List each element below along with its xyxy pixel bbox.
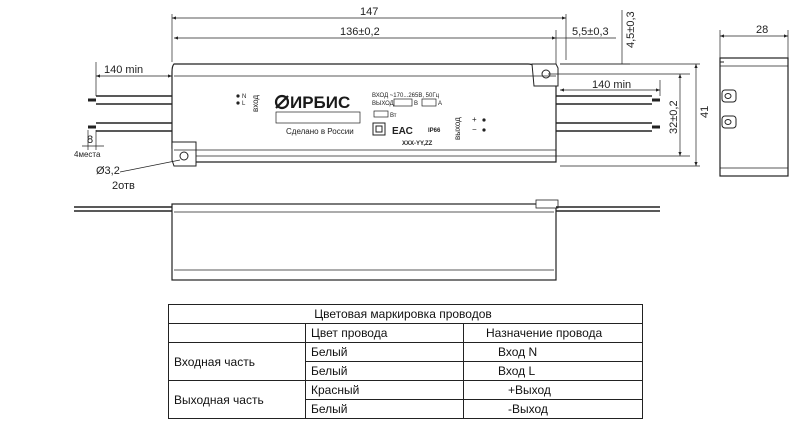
table-row [169, 343, 643, 362]
svg-text:N: N [242, 94, 247, 100]
wire-purpose-cell: Вход N [464, 343, 643, 362]
svg-text:А: А [438, 101, 443, 107]
dim-height: 28 [756, 24, 769, 36]
side-view [74, 200, 660, 280]
wire-color-cell: Красный [306, 381, 464, 400]
brand-name: ИРБИС [290, 93, 351, 112]
end-view [720, 24, 788, 176]
housing-outline [172, 64, 556, 162]
wire-purpose-cell: -Выход [464, 400, 643, 419]
input-wires [88, 96, 172, 131]
dim-tab-thickness: 4,5±0,3 [625, 11, 637, 48]
output-wires [556, 96, 660, 131]
table-header-cell: Цвет провода [306, 324, 464, 343]
wire-color-cell: Белый [306, 343, 464, 362]
made-in-russia: Сделано в России [286, 127, 354, 136]
svg-text:L: L [242, 101, 246, 107]
table-header-cell: Назначение провода [464, 324, 643, 343]
svg-text:−: − [472, 125, 477, 134]
svg-text:ХХХ-YY,ZZ: ХХХ-YY,ZZ [402, 141, 433, 147]
svg-text:В: В [414, 101, 419, 107]
strip-note: 4места [74, 150, 101, 159]
output-vertical-label: выход [453, 117, 462, 140]
wire-color-table [168, 304, 643, 419]
dim-mount-spacing: 32±0,2 [668, 100, 680, 134]
svg-text:+: + [472, 115, 477, 124]
eac-mark: ЕАС [392, 126, 413, 137]
dim-wire-length-left: 140 min [104, 64, 144, 76]
input-vertical-label: вход [251, 94, 260, 112]
svg-text:IP66: IP66 [428, 128, 441, 134]
group-label-output: Выходная часть [169, 381, 306, 419]
wire-purpose-cell: +Выход [464, 381, 643, 400]
table-header-cell [169, 324, 306, 343]
dim-width: 41 [699, 105, 711, 118]
svg-text:136±0,2: 136±0,2 [340, 26, 380, 38]
dim-wire-length-right: 140 min [592, 79, 632, 91]
top-view [74, 6, 711, 192]
table-header-row [169, 324, 643, 343]
dim-strip-length: 8 [87, 134, 94, 146]
dim-tab-offset: 5,5±0,3 [572, 26, 609, 38]
wire-purpose-cell: Вход L [464, 362, 643, 381]
svg-text:ВХОД ~170...265В, 50Гц: ВХОД ~170...265В, 50Гц [372, 93, 440, 99]
mount-hole-left [180, 152, 188, 160]
table-row [169, 381, 643, 400]
table-title: Цветовая маркировка проводов [169, 305, 643, 324]
svg-text:ВЫХОД: ВЫХОД [372, 101, 394, 107]
dim-hole-diameter: Ø3,2 [96, 165, 120, 177]
dim-hole-count: 2отв [112, 180, 135, 192]
group-label-input: Входная часть [169, 343, 306, 381]
svg-text:147: 147 [360, 6, 379, 18]
wire-color-cell: Белый [306, 362, 464, 381]
wire-color-cell: Белый [306, 400, 464, 419]
svg-text:Вт: Вт [390, 113, 397, 119]
